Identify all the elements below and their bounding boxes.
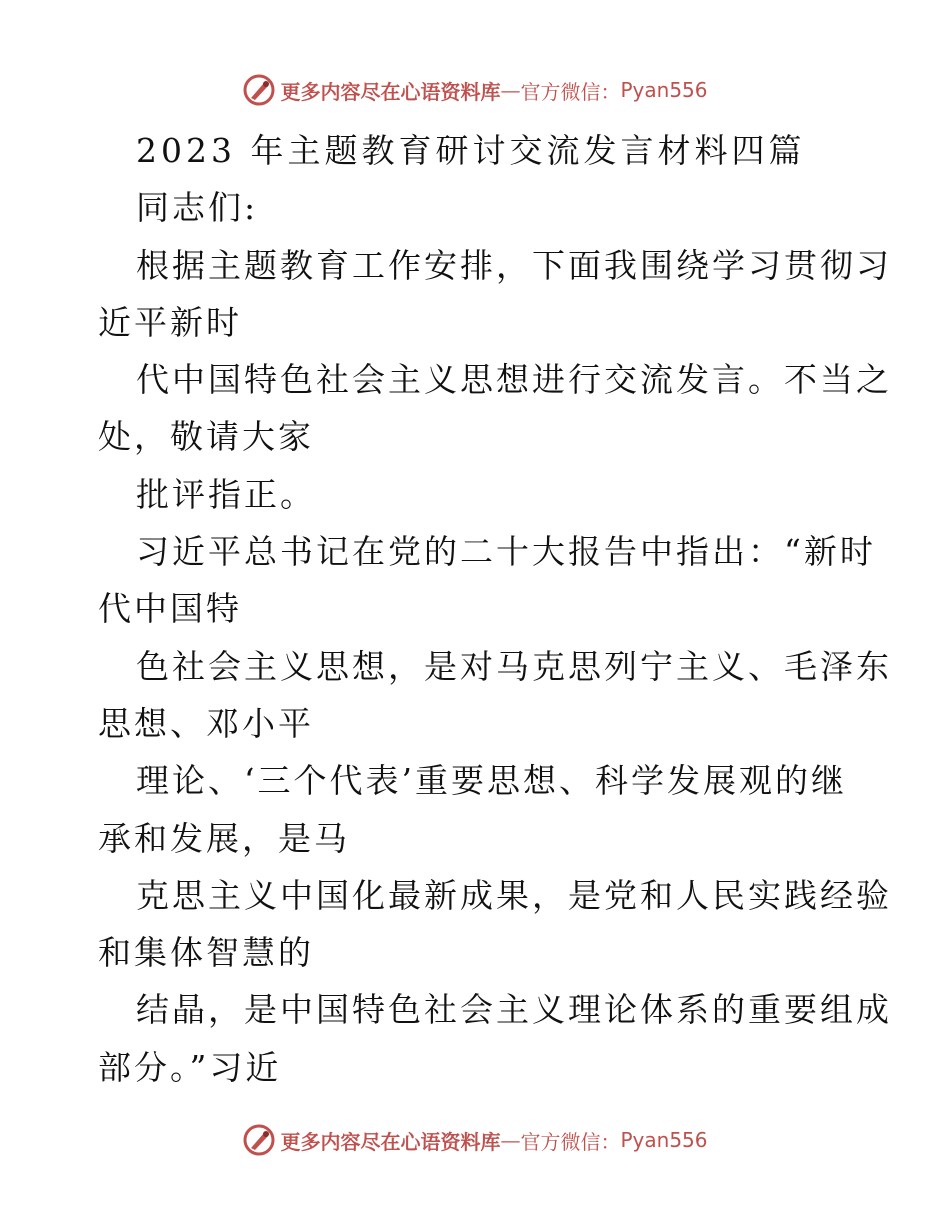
paragraph-line: 代中国特色社会主义思想进行交流发言。不当之 [136,360,892,400]
banner-official-label: 官方微信： [520,79,621,104]
paragraph-line: 理论、‘三个代表’重要思想、科学发展观的继 [136,761,847,801]
banner-dash: — [500,78,521,102]
paragraph-line: 结晶，是中国特色社会主义理论体系的重要组成 [136,990,892,1030]
banner-brand-text: 更多内容尽在心语资料库 [280,1129,501,1154]
paragraph-line: 部分。”习近 [98,1047,282,1087]
document-title: 2023 年主题教育研讨交流发言材料四篇 [136,131,806,170]
paragraph-line: 近平新时 [98,302,242,342]
paragraph-line: 处，敬请大家 [98,417,314,457]
banner-wechat-id: Pyan556 [620,1128,708,1152]
paragraph-line: 同志们: [136,188,259,228]
paragraph-line: 思想、邓小平 [98,703,314,743]
banner-wechat-id: Pyan556 [620,78,708,102]
paragraph-line: 根据主题教育工作安排，下面我围绕学习贯彻习 [136,245,892,285]
paragraph-line: 克思主义中国化最新成果，是党和人民实践经验 [136,875,892,915]
paragraph-line: 承和发展，是马 [98,818,350,858]
pen-logo-icon [242,73,276,107]
document-body [98,122,892,1096]
paragraph-line: 色社会主义思想，是对马克思列宁主义、毛泽东 [136,646,892,686]
paragraph-line: 代中国特 [98,589,242,629]
paragraph-line: 和集体智慧的 [98,933,314,973]
pen-logo-icon [242,1123,276,1157]
paragraph-line: 批评指正。 [136,474,316,514]
banner-official-label: 官方微信： [520,1129,621,1154]
footer-banner [0,1120,950,1160]
paragraph-line: 习近平总书记在党的二十大报告中指出：“新时 [136,532,876,572]
header-banner [0,70,950,110]
banner-dash: — [500,1128,521,1152]
banner-brand-text: 更多内容尽在心语资料库 [280,79,501,104]
